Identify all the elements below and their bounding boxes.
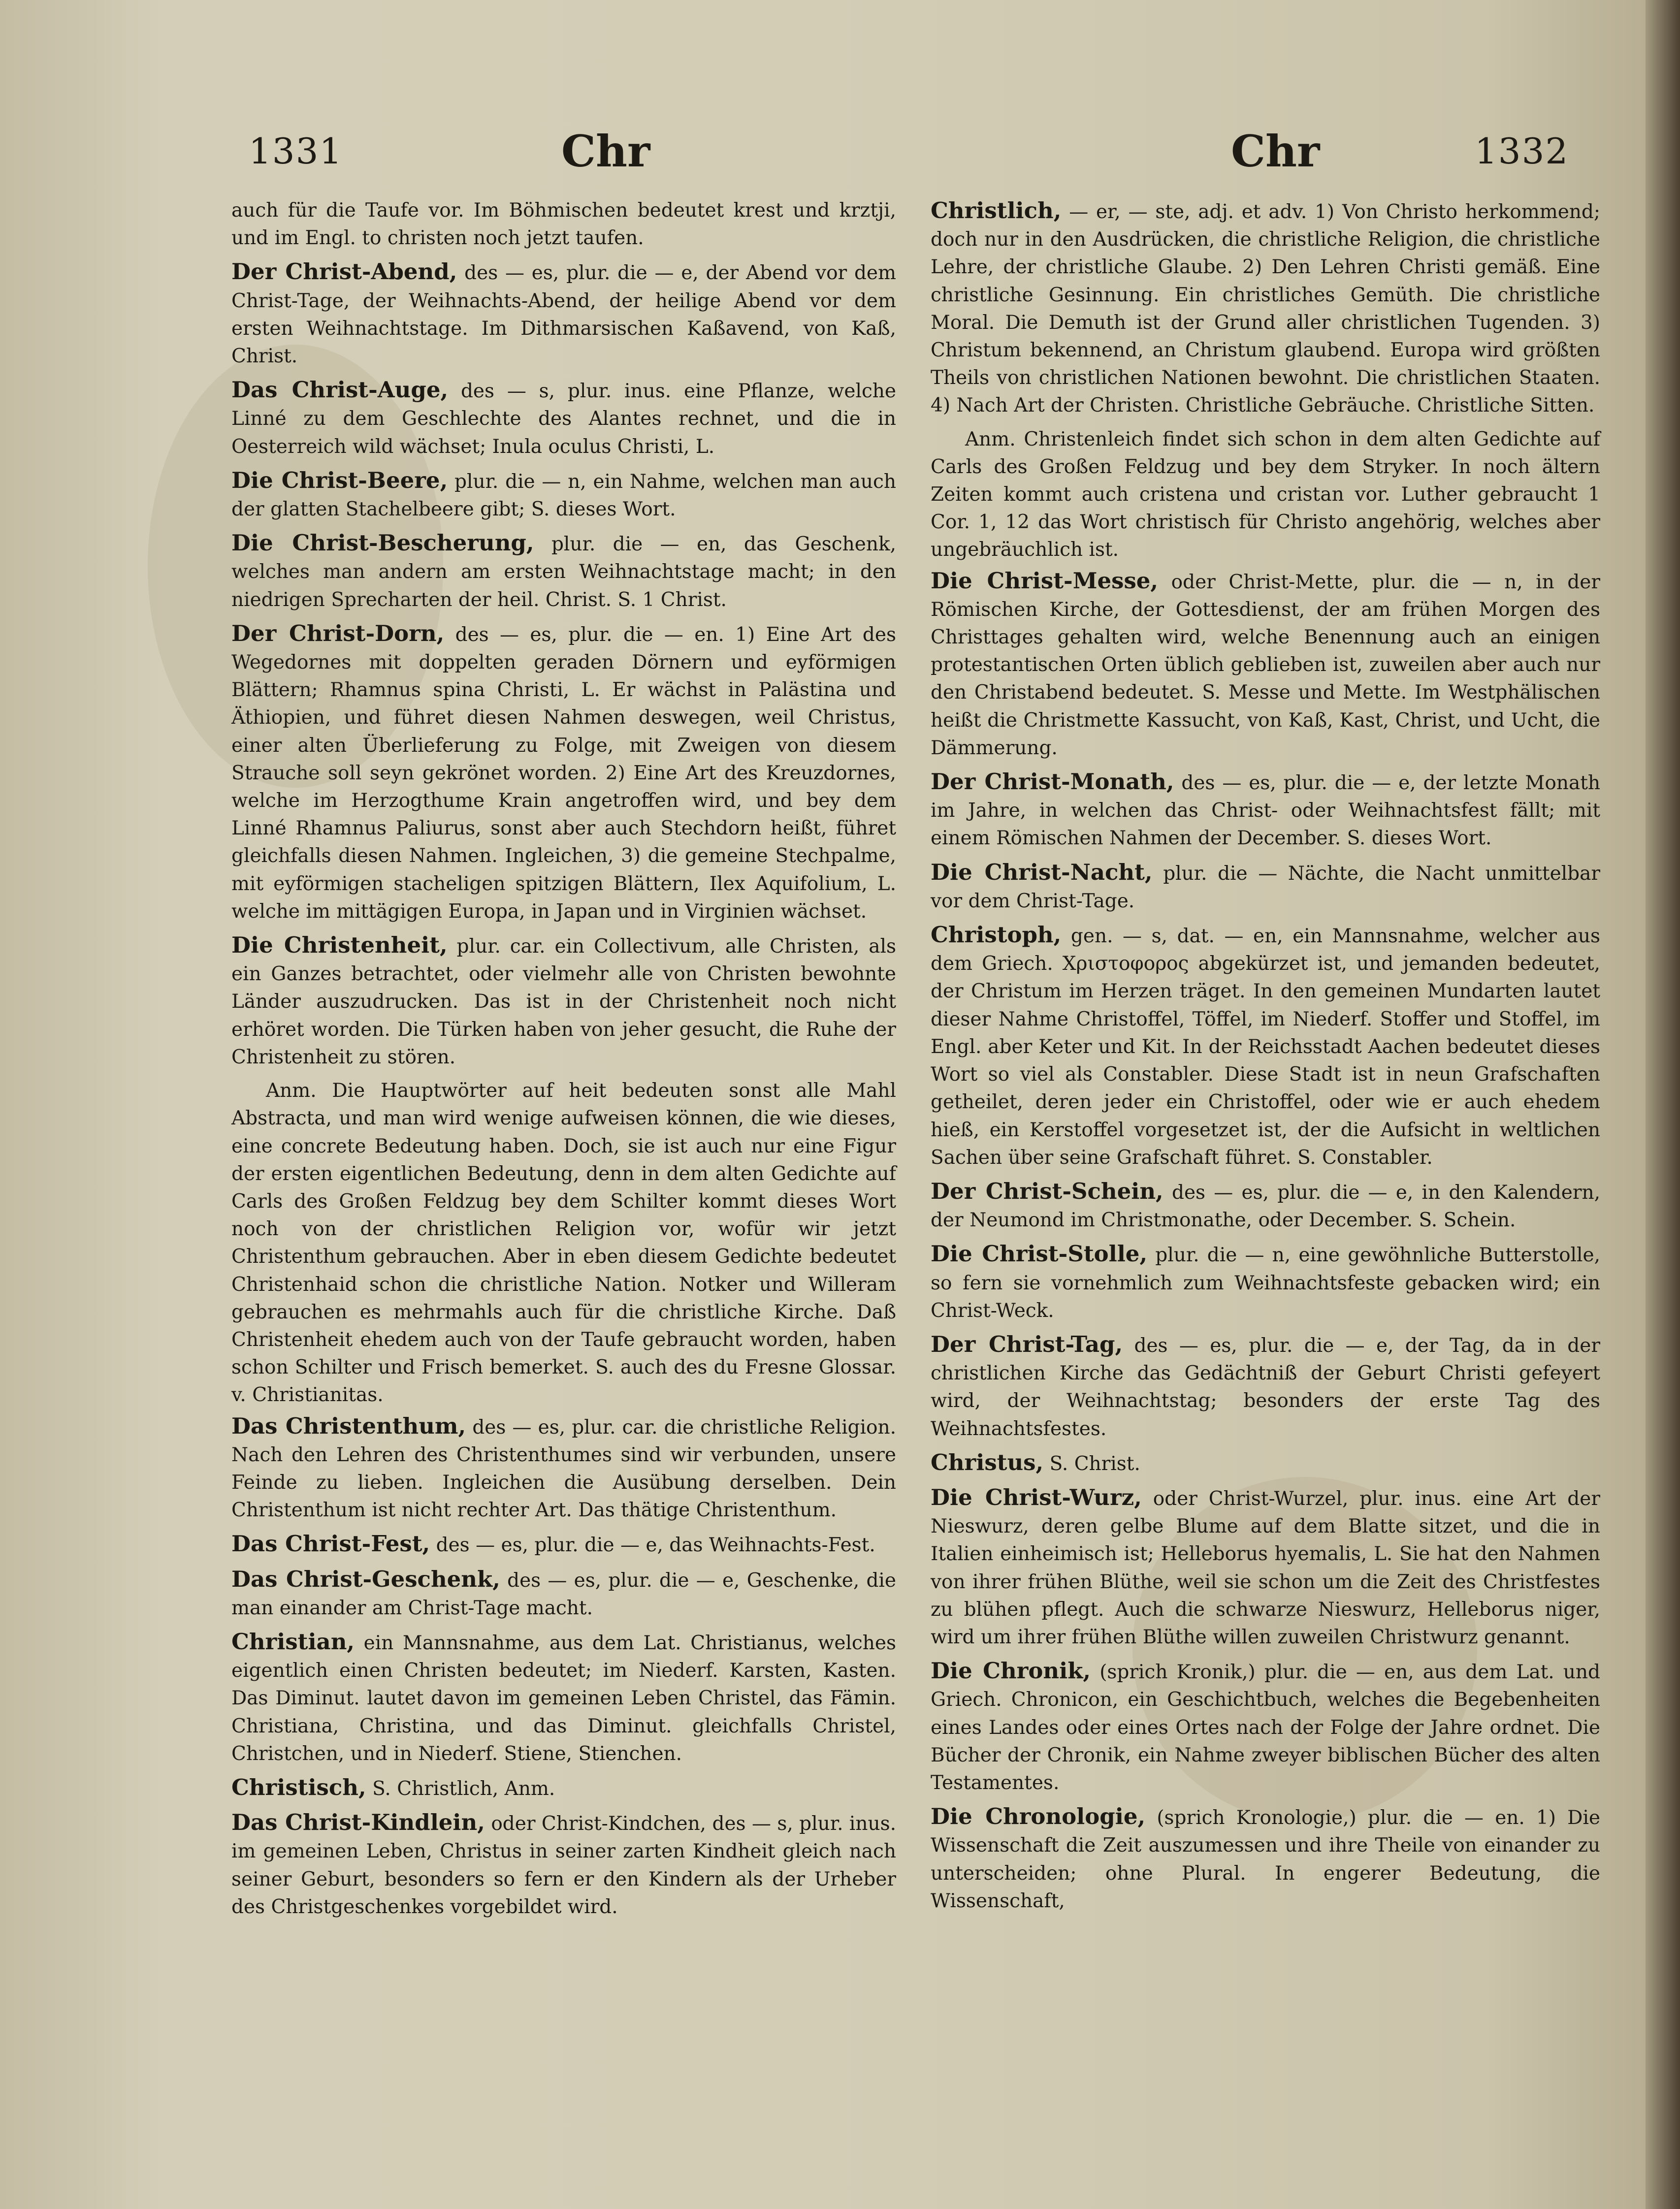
entry-text: des — es, plur. die — e, das Weihnachts-Fest. [430,1534,875,1557]
entry-text: (sprich Kronologie,) plur. die — en. 1) Die Wissenschaft die Zeit auszumessen und ihre Theile von einander zu unterscheiden; ohne Plural. In engerer Bedeutung, die Wissenschaft, [931,1807,1600,1912]
entry-headword: Die Christ-Nacht, [931,859,1153,885]
entry-text: plur. die — n, ein Nahme, welchen man auch der glatten Stachelbeere gibt; S. dieses Wort. [231,470,896,521]
entry-headword: Christoph, [931,922,1062,948]
dictionary-entry [231,197,896,252]
dictionary-entry [231,1412,896,1525]
entry-text: oder Christ-Wurzel, plur. inus. eine Art der Nieswurz, deren gelbe Blume auf dem Blatte sitzet, und die in Italien einheimisch ist; Helleborus hyemalis, L. Sie hat den Nahmen von ihrer frühen Blüthe, weil sie schon um die Zeit des Christfestes zu blühen pflegt. Auch die schwarze Nieswurz, Helleborus niger, wird um ihrer frühen Blüthe willen zuweilen Christwurz genannt. [931,1487,1600,1648]
entry-headword: Das Christ-Fest, [231,1531,430,1557]
dictionary-entry [931,1331,1600,1443]
entry-headword: Das Christ-Kindlein, [231,1809,485,1836]
right-column [931,197,1600,1921]
dictionary-entry [231,1530,896,1559]
entry-headword: Der Christ-Schein, [931,1178,1163,1204]
entry-text: des — s, plur. inus. eine Pflanze, welche Linné zu dem Geschlechte des Alantes rechnet, und die in Oesterreich wild wächset; Inula oculus Christi, L. [231,380,896,458]
dictionary-entry [231,1809,896,1921]
entry-headword: Die Christ-Messe, [931,567,1159,594]
entry-headword: Die Christ-Stolle, [931,1241,1148,1267]
entry-headword: Die Chronik, [931,1658,1091,1684]
entry-headword: Die Christ-Bescherung, [231,530,534,556]
entry-text: des — es, plur. die — e, in den Kalendern, der Neumond im Christmonathe, oder December. S. Schein. [931,1181,1601,1232]
page-number-left: 1331 [249,130,343,172]
dictionary-entry [231,931,896,1071]
dictionary-entry [931,197,1600,420]
dictionary-entry [231,1774,896,1803]
entry-text: S. Christ. [1043,1452,1140,1475]
entry-text: des — es, plur. die — e, der Abend vor dem Christ-Tage, der Weihnachts-Abend, der heilige Abend vor dem ersten Weihnachtstage. Im Dithmarsischen Kaßavend, von Kaß, Christ. [231,262,896,368]
entry-text: plur. die — en, das Geschenk, welches man andern am ersten Weihnachtstage macht; in den niedrigen Sprecharten der heil. Christ. S. 1 Christ. [231,533,896,611]
entry-headword: Die Christenheit, [231,932,448,959]
entry-text: des — es, plur. die — en. 1) Eine Art des Wegedornes mit doppelten geraden Dörnern und eyförmigen Blättern; Rhamnus spina Christi, L. Er wächst in Palästina und Äthiopien, und führet diesen Nahmen deswegen, weil Christus, einer alten Überlieferung zu Folge, mit Zweigen von diesem Strauche soll seyn gekrönet worden. 2) Eine Art des Kreuzdornes, welche im Herzogthume Krain angetroffen wird, und bey dem Linné Rhamnus Paliurus, sonst aber auch Stechdorn heißt, führet gleichfalls diesen Nahmen. Ingleichen, 3) die gemeine Stechpalme, mit eyförmigen stacheligen spitzigen Blättern, Ilex Aquifolium, L. welche im mittägigen Europa, in Japan und in Virginien wächset. [231,623,896,923]
entry-text: (sprich Kronik,) plur. die — en, aus dem Lat. und Griech. Chronicon, ein Geschichtbuch, welches die Begebenheiten eines Landes oder eines Ortes nach der Folge der Jahre ordnet. Die Bücher der Chronik, ein Nahme zweyer biblischen Bücher des alten Testamentes. [931,1661,1600,1794]
dictionary-entry [931,1240,1600,1325]
dictionary-entry [231,258,896,370]
dictionary-entry [231,620,896,926]
entry-text: des — es, plur. die — e, der Tag, da in der christlichen Kirche das Gedächtniß der Geburt Christi gefeyert wird, der Weihnachtstag; besonders der erste Tag des Weihnachtsfestes. [931,1334,1600,1440]
running-head-left: Chr [561,126,650,177]
dictionary-entry [231,1566,896,1622]
entry-text: Anm. Christenleich findet sich schon in dem alten Gedichte auf Carls des Großen Feldzug und bey dem Stryker. In noch ältern Zeiten kommt auch cristena und cristan vor. Luther gebraucht 1 Cor. 1, 12 das Wort christisch für Christo angehörig, welches aber ungebräuchlich ist. [931,428,1600,561]
entry-headword: Die Chronologie, [931,1803,1146,1830]
entry-text: des — es, plur. die — e, der letzte Monath im Jahre, in welchen das Christ- oder Weihnachtsfest fällt; mit einem Römischen Nahmen der December. S. dieses Wort. [931,772,1600,850]
entry-text: Anm. Die Hauptwörter auf heit bedeuten sonst alle Mahl Abstracta, und man wird wenige aufweisen können, die wie dieses, eine concrete Bedeutung haben. Doch, sie ist auch nur eine Figur der ersten eigentlichen Bedeutung, denn in dem alten Gedichte auf Carls des Großen Feldzug bey dem Schilter kommt dieses Wort noch von der christlichen Religion vor, wofür wir jetzt Christenthum gebrauchen. Aber in eben diesem Gedichte bedeutet Christenhaid schon die christliche Nation. Notker und Willeram gebrauchen es mehrmahls auch für die christliche Kirche. Daß Christenheit ehedem auch von der Taufe gebraucht worden, haben schon Schilter und Frisch bemerket. S. auch des du Fresne Glossar. v. Christianitas. [231,1080,896,1407]
entry-headword: Das Christenthum, [231,1412,466,1439]
running-header [0,126,1646,180]
dictionary-entry [231,467,896,523]
dictionary-note [231,1077,896,1409]
dictionary-entry [931,1657,1600,1797]
dictionary-entry [231,529,896,614]
dictionary-entry [931,1178,1600,1234]
entry-text: plur. die — n, eine gewöhnliche Butterstolle, so fern sie vornehmlich zum Weihnachtsfeste gebacken wird; ein Christ-Weck. [931,1244,1600,1322]
entry-text: auch für die Taufe vor. Im Böhmischen bedeutet krest und krztji, und im Engl. to christen noch jetzt taufen. [231,199,896,250]
entry-headword: Christus, [931,1449,1044,1475]
entry-headword: Die Christ-Wurz, [931,1484,1142,1510]
dictionary-entry [931,1449,1600,1478]
page-number-right: 1332 [1475,130,1569,172]
entry-headword: Das Christ-Geschenk, [231,1566,500,1592]
entry-text: des — es, plur. die — e, Geschenke, die man einander am Christ-Tage macht. [231,1569,896,1619]
entry-headword: Der Christ-Dorn, [231,620,445,646]
dictionary-note [931,426,1600,564]
dictionary-entry [931,859,1600,915]
entry-headword: Das Christ-Auge, [231,377,449,403]
entry-text: — er, — ste, adj. et adv. 1) Von Christo herkommend; doch nur in den Ausdrücken, die christliche Religion, die christliche Lehre, der christliche Glaube. 2) Den Lehren Christi gemäß. Eine christliche Gesinnung. Ein christliches Gemüth. Die christliche Moral. Die Demuth ist der Grund aller christlichen Tugenden. 3) Christum bekennend, an Christum glaubend. Europa wird größten Theils von christlichen Nationen bewohnt. Die christlichen Staaten. 4) Nach Art der Christen. Christliche Gebräuche. Christliche Sitten. [931,201,1600,417]
running-head-right: Chr [1231,126,1320,177]
dictionary-entry [931,768,1600,853]
entry-text: gen. — s, dat. — en, ein Mannsnahme, welcher aus dem Griech. Χριστοφορος abgekürzet ist, und jemanden bedeutet, der Christum im Herzen träget. In den gemeinen Mundarten lautet dieser Nahme Christoffel, Töffel, im Niederf. Stoffer und Stoffel, im Engl. aber Keter und Kit. In der Reichsstadt Aachen bedeutet dieses Wort so viel als Constabler. Diese Stadt ist in neun Grafschaften getheilet, deren jeder ein Christoffel, oder wie er auch ehedem hieß, ein Kerstoffel vorgesetzet ist, der die Aufsicht in weltlichen Sachen über seine Grafschaft führet. S. Constabler. [931,925,1600,1169]
left-column [231,197,896,1927]
dictionary-entry [931,1803,1600,1915]
entry-headword: Der Christ-Tag, [931,1331,1123,1357]
dictionary-entry [931,921,1600,1172]
dictionary-entry [931,567,1600,762]
entry-headword: Der Christ-Monath, [931,768,1174,795]
book-binding-edge [1646,0,1680,2209]
entry-text: oder Christ-Kindchen, des — s, plur. inus. im gemeinen Leben, Christus in seiner zarten Kindheit gleich nach seiner Geburt, besonders so fern er den Kindern als der Urheber des Christgeschenkes vorgebildet wird. [231,1813,896,1918]
entry-headword: Die Christ-Beere, [231,467,448,493]
entry-text: ein Mannsnahme, aus dem Lat. Christianus, welches eigentlich einen Christen bedeutet; im Niederf. Karsten, Kasten. Das Diminut. lautet davon im gemeinen Leben Christel, das Fämin. Christiana, Christina, und das Diminut. gleichfalls Christel, Christchen, und in Niederf. Stiene, Stienchen. [231,1632,896,1765]
entry-headword: Christlich, [931,197,1062,224]
entry-headword: Der Christ-Abend, [231,258,457,285]
entry-text: plur. die — Nächte, die Nacht unmittelbar vor dem Christ-Tage. [931,862,1600,912]
entry-text: S. Christlich, Anm. [366,1777,555,1800]
dictionary-entry [231,376,896,461]
entry-headword: Christian, [231,1628,355,1655]
entry-text: oder Christ-Mette, plur. die — n, in der Römischen Kirche, der Gottesdienst, der am frühen Morgen des Christtages gehalten wird, welche Benennung auch an einigen protestantischen Orten üblich geblieben ist, zuweilen aber auch nur den Christabend bedeutet. S. Messe und Mette. Im Westphälischen heißt die Christmette Kassucht, von Kaß, Kast, Christ, und Ucht, die Dämmerung. [931,571,1600,759]
entry-text: plur. car. ein Collectivum, alle Christen, als ein Ganzes betrachtet, oder vielmehr alle von Christen bewohnte Länder auszudrucken. Das ist in der Christenheit noch nicht erhöret worden. Die Türken haben von jeher gesucht, die Ruhe der Christenheit zu stören. [231,935,896,1068]
entry-headword: Christisch, [231,1774,366,1800]
dictionary-entry [931,1484,1600,1651]
entry-text: des — es, plur. car. die christliche Religion. Nach den Lehren des Christenthumes sind wir verbunden, unsere Feinde zu lieben. Ingleichen die Ausübung derselben. Dein Christenthum ist nicht rechter Art. Das thätige Christenthum. [231,1416,896,1522]
dictionary-entry [231,1628,896,1768]
